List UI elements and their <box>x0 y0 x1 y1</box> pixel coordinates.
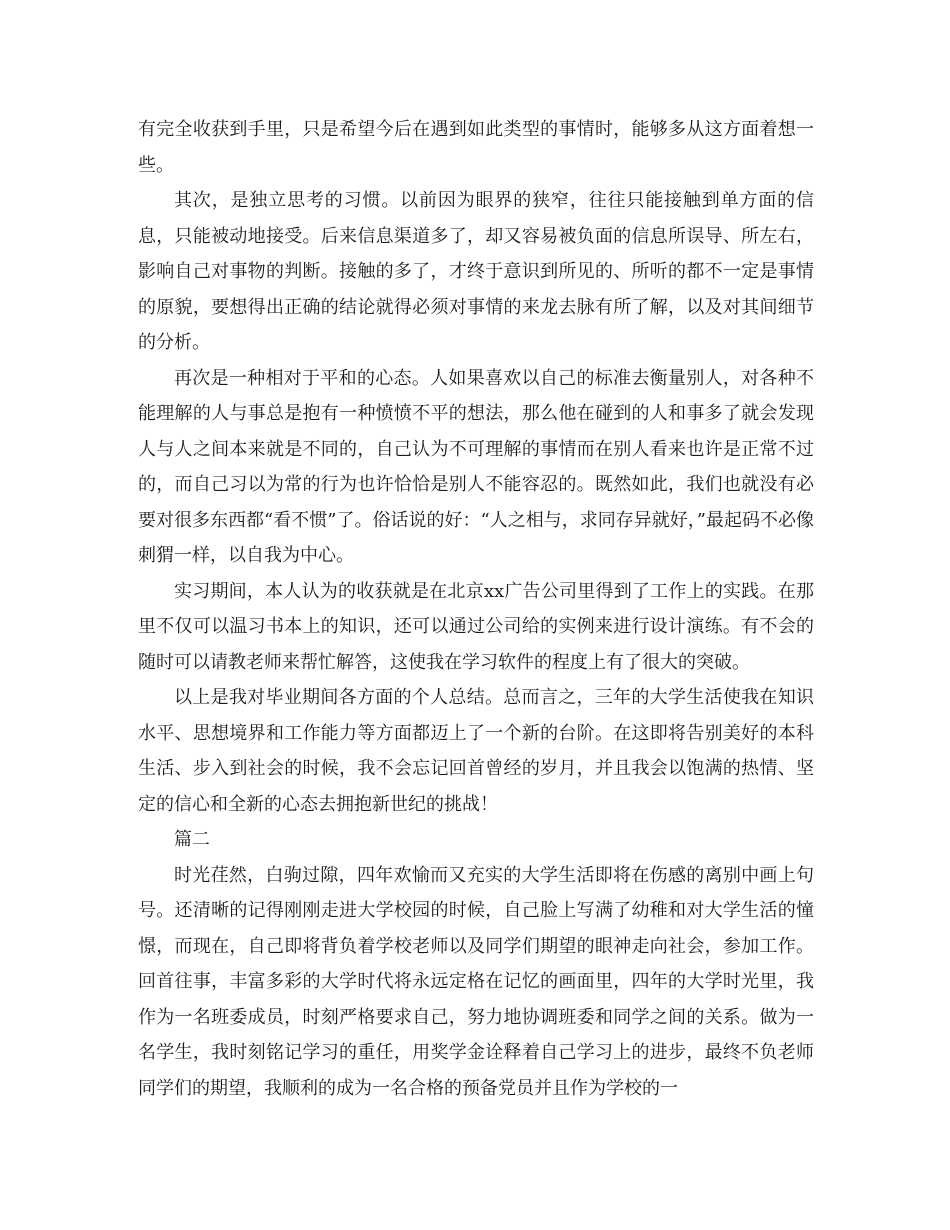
paragraph-time-flies: 时光荏然，白驹过隙，四年欢愉而又充实的大学生活即将在伤感的离别中画上句号。还清晰的记得刚刚走进大学校园的时候，自己脸上写满了幼稚和对大学生活的憧憬，而现在，自己即将背负着学校老师以及同学们期望的眼神走向社会，参加工作。回首往事，丰富多彩的大学时代将永远定格在记忆的画面里，四年的大学时光里，我作为一名班委成员，时刻严格要求自己，努力地协调班委和同学之间的关系。做为一名学生，我时刻铭记学习的重任，用奖学金诠释着自己学习上的进步，最终不负老师同学们的期望，我顺利的成为一名合格的预备党员并且作为学校的一 <box>138 864 814 1099</box>
paragraph-peaceful-mindset: 再次是一种相对于平和的心态。人如果喜欢以自己的标准去衡量别人，对各种不能理解的人与事总是抱有一种愤愤不平的想法，那么他在碰到的人和事多了就会发现人与人之间本来就是不同的，自己认为不可理解的事情而在别人看来也许是正常不过的，而自己习以为常的行为也许恰恰是别人不能容忍的。既然如此，我们也就没有必要对很多东西都“看不惯”了。俗话说的好：“人之相与，求同存异就好，”最起码不必像刺猬一样，以自我为中心。 <box>138 367 814 566</box>
document-body <box>138 112 814 1106</box>
paragraph-continuation: 有完全收获到手里，只是希望今后在遇到如此类型的事情时，能够多从这方面着想一些。 <box>138 119 814 176</box>
paragraph-independent-thinking: 其次，是独立思考的习惯。以前因为眼界的狭窄，往往只能接触到单方面的信息，只能被动地接受。后来信息渠道多了，却又容易被负面的信息所误导、所左右，影响自己对事物的判断。接触的多了，才终于意识到所见的、所听的都不一定是事情的原貌，要想得出正确的结论就得必须对事情的来龙去脉有所了解，以及对其间细节的分析。 <box>138 190 814 353</box>
section-heading: 篇二 <box>174 829 210 850</box>
paragraph-internship: 实习期间，本人认为的收获就是在北京xx广告公司里得到了工作上的实践。在那里不仅可以温习书本上的知识，还可以通过公司给的实例来进行设计演练。有不会的随时可以请教老师来帮忙解答，这使我在学习软件的程度上有了很大的突破。 <box>138 580 814 673</box>
paragraph-summary: 以上是我对毕业期间各方面的个人总结。总而言之，三年的大学生活使我在知识水平、思想境界和工作能力等方面都迈上了一个新的台阶。在这即将告别美好的本科生活、步入到社会的时候，我不会忘记回首曾经的岁月，并且我会以饱满的热情、坚定的信心和全新的心态去拥抱新世纪的挑战！ <box>138 687 814 815</box>
